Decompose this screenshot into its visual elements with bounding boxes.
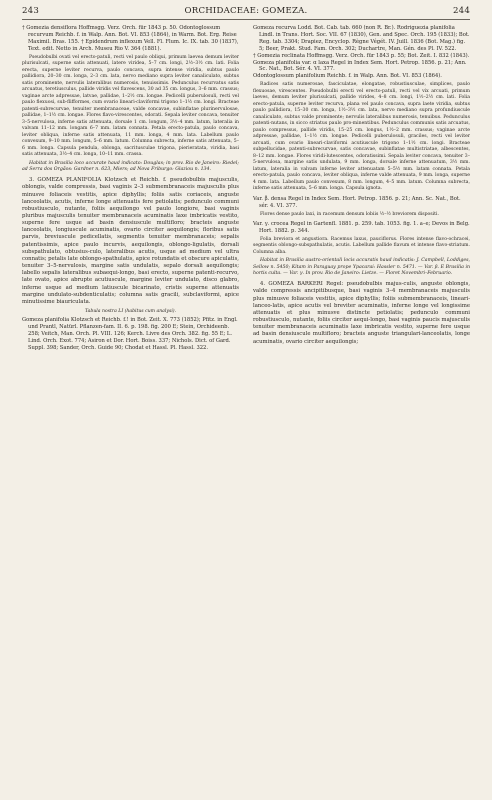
synonymy-block: Odontoglossum planifolium Reichb. f. in Walp. Ann. Bot. VI. 853 (1864). xyxy=(253,73,442,80)
right-column xyxy=(253,25,470,352)
left-column xyxy=(22,25,239,352)
synonymy-block: Gomeza planifolia var. α laxa Regel in Index Sem. Hort. Petrop. 1856. p. 21; Ann. Sc. Nat., Bot. Sér. 4. VI. 377. xyxy=(253,59,467,73)
variety-description: Folia breviora et angustiora. Racemus laxus, pauciflorus. Flores intense flavo-ochracei, segmentis oblongo-subspathulatis, acutis. Labellum pallide flavum et intense flavo-striatum. Columna alba. xyxy=(253,236,470,255)
description-paragraph: Radices satis numerosae, fasciculatae, elongatae, robustiusculae, simplices, paulo flexuosae, virescentes. Pseudobulbi erecti vel erecto-patuli, recti vel vix arcuati, primum laeves, demum leviter plurisulcati, pallide virides, 4–8 cm. longi, 1½–2½ cm. lati. Folia erecto-patula, superne leviter recurva, plana vel paulo concava, supra laete viridia, subtus paulo pallidiora, 15–30 cm. longa, 1½–3½ cm. lata, nervo mediano supra profundiuscule canaliculato, subtus valde prominente; nervulis lateralibus numerosis, tenuibus. Pedunculus patenti-nutans, in sicco striatus paulo pro-minentibus. Pedunculus communis satis arcuatus, paulo compressus, pallide viridis, 15–25 cm. longus, 1½–2 mm. crassus; vaginae arcte adpressae, pallidae, 1–1½ cm. longae. Pedicelli puberulosuli, graciles, recti vel leviter arcuati, cum ovario lineari-claviformi acutiuscule trigono 1–1½ cm. longi. Bracteae subpellucidae, patenti-subrecurvae, satis concavae, subinflatae multistriatae, albescentes, 8–12 mm. longae. Flores viridi-lutescentes, odoratissimi. Sepala leviter concava, tenuiter 3–5-nervulosa, margine satis undulata, 9 mm. longa, dorsale inferne attenuatum, 3½ mm. latum, lateralia in valvam inferne leviter attenuatam 5–5½ mm. latam connata. Petala erecto-patula, paulo concava, leviter obliqua, inferne valde attenuata, 9 mm. longa, superne 4 mm. lata. Labellum paulo convexum, 8 mm. longum, 4–5 mm. latum. Columna subrecta, inferne satis attenuata, 5–6 mm. longa. Capsula ignota. xyxy=(253,82,470,192)
synonymy-block: † Gomezia reclinata Hoffmsgg. Verz. Orch. für 1843 p. 55; Bot. Zeit. I. 832 (1843). xyxy=(253,52,470,59)
variety-synonymy: Var. β. densa Regel in Index Sem. Hort. Petrop. 1856. p. 21; Ann. Sc. Nat., Bot. sér. 4. VI. 377. xyxy=(253,195,461,209)
running-title: ORCHIDACEAE: GOMEZA. xyxy=(184,6,308,16)
page-number-right: 244 xyxy=(452,6,470,16)
synonymy-block: Gomeza planifolia Klotzsch et Reichb. f.! in Bot. Zeit. X. 773 (1852); Pfitz. in Engl. und Prantl, Natürl. Pflanzen-fam. II. 6. p. 198. fig. 200 E; Stein, Orchideenb. 258; Veitch, Man. Orch. Pl. VIII. 126; Kerch. Livre des Orch. 382. fig. 55 E; L. Lind. Orch. Exot. 774; Asiron et Dor. Hort. Boiss. 337; Nichols. Dict. of Gard. Suppl. 398; Sander, Orch. Guide 90; Chodat et Hassl. Pl. Hassl. 322. xyxy=(22,317,238,351)
habitat-paragraph: Habitat in Brasilia austro-orientali locis accuratis haud indicatis: J. Campbell, Loddiges, Sellow n. 5450; Kitam in Paraguay prope Ypacarai: Hassler n. 5471. — Var. β. E Brasilia in hortis culta. — Var. γ. In prov. Rio de Janeiro: Lietze. — Floret Novembri–Februario. xyxy=(253,258,470,276)
running-header xyxy=(22,6,470,20)
description-paragraph: Pseudobulbi ovati vel erecto-patuli, recti vel paulo obliqui, primum laevea demum leviter plurisulcati, superne satis attenuati, latere viridea, 5–7 cm. longi, 2½–3½ cm. lati. Folia erecta, superne leviter recurva, paulo concava, supra intense viridia, subtus paulo pallidiora, 20–30 cm. longa, 2–3 cm. lata, nervo mediano supra leviter canaliculato, subtus satis prominente, nervulis lateralibus numerosis, tenuissimis. Pedunculus recurvatus satis arcuatus, teretiusculus, pallide viridis vel flavescens, 30 ad 35 cm. longus, 3–6 mm. crassus; vaginae arcte adpressae, latvae, pallidae, 1–2½ cm. longae. Pedicelli puberulosuli, recti vel paulo flexuosi, sub-flifformes, cum ovario lineari-claviformi trigono 1–1½ cm. longi. Bracteae patenti-subrecurvae, tenuiter membranaceae, valde concavae, subinflatae plurinervulosae, pallidae, 1–1½ cm. longae. Flores flavo-virescentes, odorati. Sepala leviter concava, tenuiter 3–5-nervulosa, inferne satis attenuata, dorsale 1 cm. longum, 3½–4 mm. latum, lateralia in valvam 11–12 mm. longam 6–7 mm. latam connata. Petala erecto-patula, paulo concava, leviter obliqua, inferne satis attenuata, 11 mm. longa, 4 mm. lata. Labellum paulo convexum, 9–10 mm. longum, 5–6 mm. latum. Columna subrecta, inferne satis attenuata, 5–6 mm. longa. Capsula pendula, oblonga, sacritusculae trigona, pierieratata, viridia, basi satis attenuata, 3½–4 cm. longa, 10–11 mm. crassa. xyxy=(22,54,239,158)
variety-synonymy: Var. γ. crocea Regel in Gartenfl. 1881. p. 259. tab. 1053. fig. 1. a–e; Devos in Belg. Hort. 1882. p. 344. xyxy=(253,221,470,234)
species-diagnosis: 4. GOMEZA BARKERI Regel: pseudobulbis majus-culis, anguste oblongis, valde compressis ancipitibusque, basi vaginis 3–4 membranaceis majusculis plus minusve foliaceis vestitis, apice diphyllis; foliis submembranaceis, lineari-lanceo-latis, apice acutis vel breviter acuminatis, inferne longe vel longissime attenuatis et plus minusve distincte petiolatis; pedunculo communi robustiusculo, nutante, foliis circiter aequi-longo, basi vaginis paucis majusculis tenuiter membranaceis acuminatis laxe imbricatis vestito, superne fere usque ad basin densiuscule multifloro; bracteis anguste triangulari-lanceolatis, longe acuminatis, ovario circiter aequilongis; xyxy=(253,281,470,345)
variety-description: Flores dense paulo laxi, in racemum densum lobiis ½–½ breviorem dispositi. xyxy=(260,211,439,217)
page-number-left: 243 xyxy=(22,6,40,16)
habitat-paragraph: Habitat in Brasilia loco accurate haud indicato: Douglas; in prov. Rio de Janeiro: Riedel; ad Serra dos Orgãos: Gardner n. 623, Miers; ad Nova Friburgo: Glaziou n. 134. xyxy=(22,160,239,172)
text-columns xyxy=(22,25,470,352)
species-diagnosis: 3. GOMEZA PLANIFOLIA Klotzsch et Reichb. f. pseudobulbis majusculis, oblongis, valde compressis, basi vaginis 2–3 submembranaceis majusculis plus minusve foliaceis vestitis, apice diphyllis; foliis satis coriaceis, anguste lanceolatis, acutis, inferne longe attenuatis fere petiolatis; pedunculo communi robustiusculo, nutante, foliis aequilongo vel paulo longiore, basi vaginis pluribus majusculis tenuiter membranaceis acuminatis laxe imbricatis vestito, superne fere usque ad basin densiuscule multifloro; bracteis anguste lanceolatis, longiuscule acuminatis, ovario circiter aequilongis; floribus satis parvis, breviuscule pedicellatis, segmentis tenuiter membranaceis; sepalis patentissimis, apice paulo incurvis, aequilongis, oblongo-ligulatis, dorsali subspathulato, obtusius-culo, lateralibus acutis, usque ad medium vel ultra connatis; petalis late oblongo-spathulatis, apice rotundatis et obscure apiculatis, tenuiter 3–5-nervulosis, margine satis undulatis, sepalo dorsali aequilongis; labello sepalis lateralibus subaequi-longo, basi erecto, superne patenti-recurvo, late ovato, apice abrupte acutiuscule, margine leviter undulato, disco glabro, inferne usque ad medium latiuscule bicarinato, cristis superne attenuatis margine undulato-subdenticulatis; columna satis gracili, subclaviformi, apice minutissime biauriculata. xyxy=(22,177,239,305)
synonymy-block: Gomeza recurva Lodd. Bot. Cab. tab. 660 (non R. Br.). Rodriguezia planifolia Lindl. in Trans. Hort. Soc. VII. 67 (1830), Gen. and Spec. Orch. 195 (1833); Bot. Reg. tab. 3304; Drapiez, Encyclop. Règne Végét. IV. Juill. 1836 (Bot. Mag.) fig. 5; Beer, Prakt. Stud. Fam. Orch. 302; Duchartre, Man. Gén. des Pl. IV. 522. xyxy=(253,25,470,52)
synonymy-block: † Gomezia densiflora Hoffmsgg. Verz. Orch. für 1843 p. 50. Odontoglossum recurvum Reichb. f. in Walp. Ann. Bot. VI. 853 (1864), in Warm. Bot. Erg. Reise Maximil. Bras. 155. † Epidendrum inflexum Vell. Fl. Flum. Ic. IX. tab. 30 (1837), Text. edit. Netto in Arch. Museu Rio V. 364 (1881). xyxy=(22,25,239,52)
plate-reference: Tabula nostra LI (habitus cum analysi). xyxy=(84,309,177,315)
